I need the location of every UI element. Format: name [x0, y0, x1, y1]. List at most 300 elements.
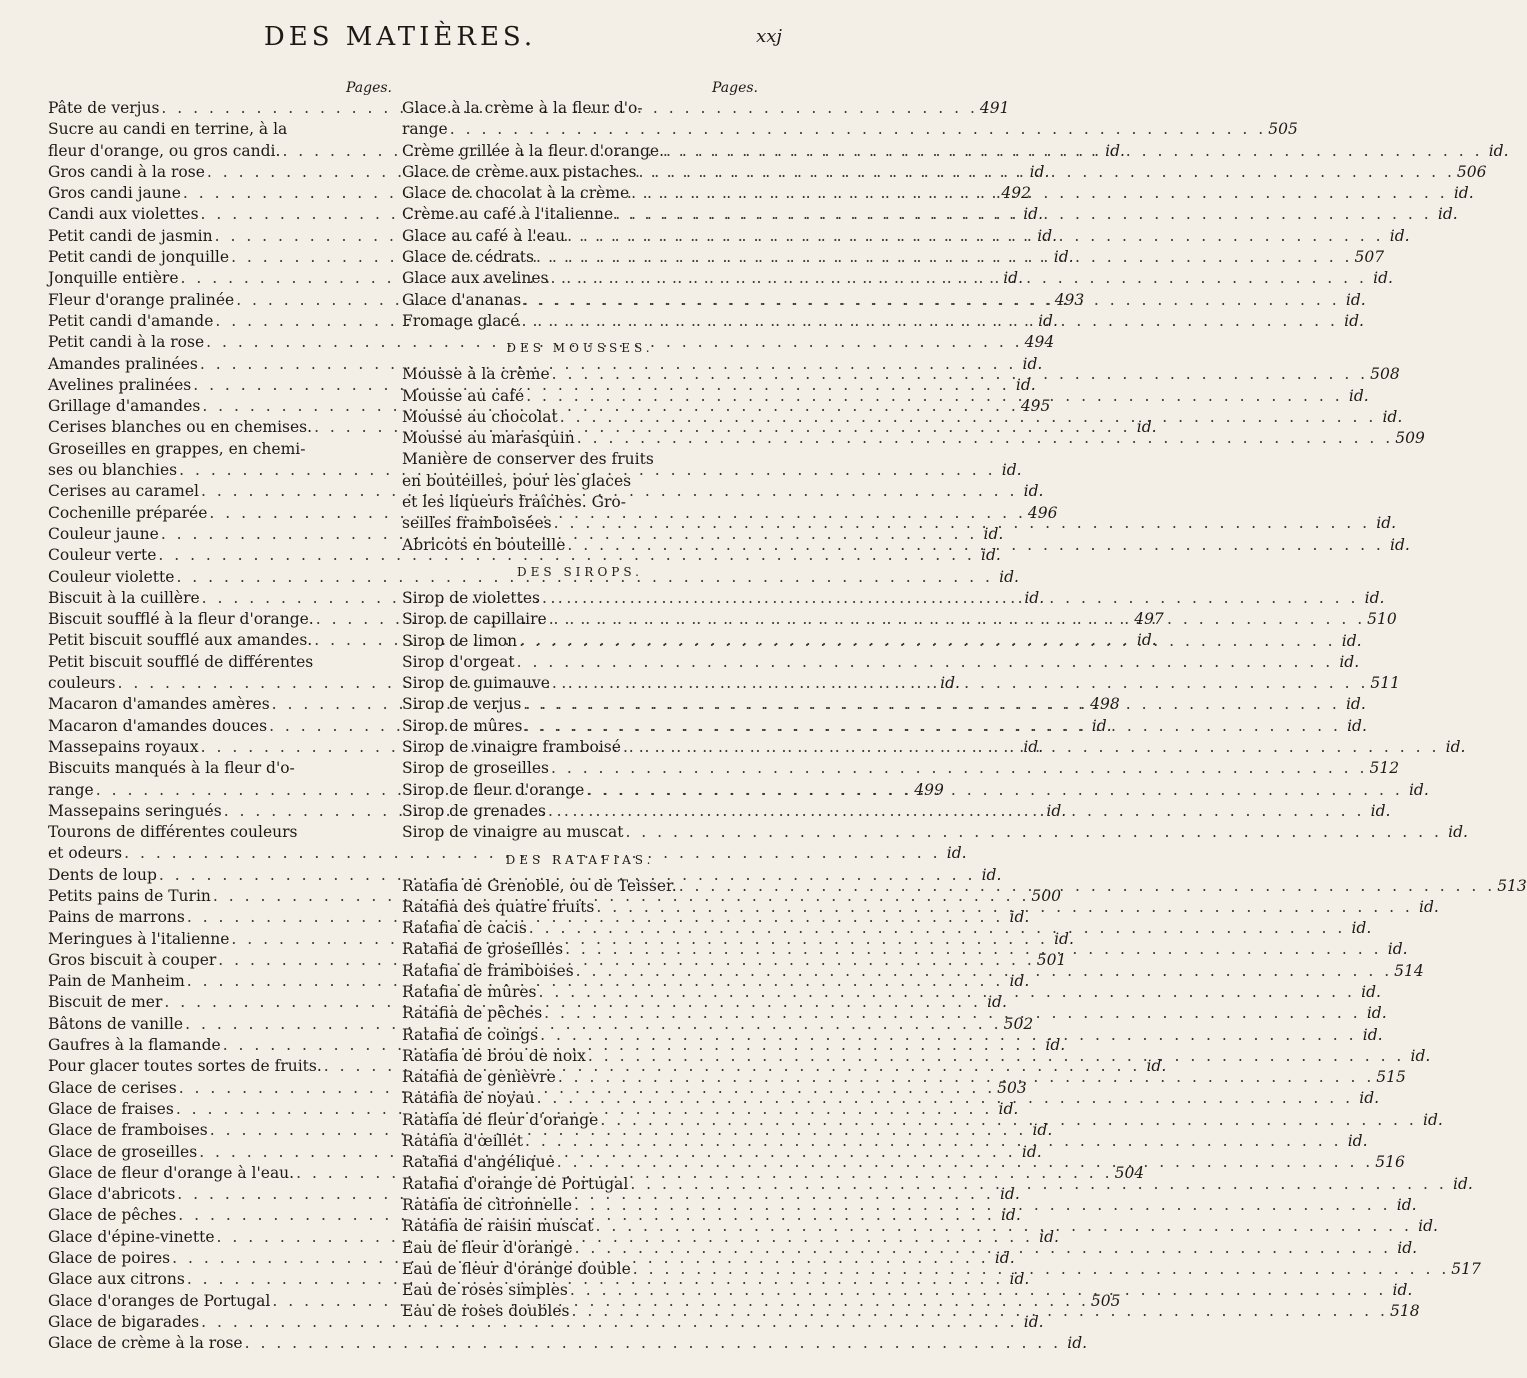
- dot-leader: [664, 141, 1484, 162]
- entry-title: Massepains seringués: [48, 801, 222, 820]
- dot-leader: [584, 780, 1404, 801]
- entry-page: 499: [914, 780, 944, 799]
- index-entry: [48, 992, 1007, 1013]
- entry-title: Glace de crème aux pistaches: [402, 162, 637, 181]
- entry-title: Couleur jaune: [48, 524, 159, 543]
- entry-title: Eau de fleur d'orange double: [402, 1259, 631, 1278]
- dot-leader: [523, 1131, 1343, 1152]
- entry-title: Glace de cerises: [48, 1078, 177, 1097]
- entry-page: id.: [946, 844, 967, 863]
- dot-leader: [549, 758, 1369, 779]
- entry-title: Gros candi à la rose: [48, 162, 205, 181]
- index-entry: [402, 918, 1372, 939]
- entry-page: 516: [1375, 1153, 1405, 1172]
- entry-title: Petits pains de Turin: [48, 886, 211, 905]
- entry-title: Ratafia de noyau: [402, 1089, 535, 1108]
- entry-title: Ratafia de raisin muscat: [402, 1217, 594, 1236]
- entry-title: Ratafia d'œillet: [402, 1132, 524, 1151]
- entry-page: id.: [998, 1099, 1019, 1118]
- entry-page: id.: [1361, 982, 1381, 1001]
- index-entry: [402, 407, 1403, 428]
- dot-leader: [540, 588, 1360, 609]
- page-number: xxj: [756, 26, 782, 47]
- entry-page: id.: [1054, 929, 1074, 948]
- entry-page: id.: [999, 1185, 1020, 1204]
- entry-title: Glace à la crème à la fleur d'o-: [402, 99, 643, 117]
- entry-page: id.: [1105, 141, 1125, 160]
- entry-title: Glace de pêches: [48, 1206, 177, 1225]
- entry-page: id.: [1053, 248, 1074, 267]
- dot-leader: [550, 673, 1370, 694]
- dot-leader: [558, 407, 1378, 428]
- index-entry: [402, 1238, 1418, 1259]
- entry-title: Dents de loup: [48, 865, 157, 884]
- entry-page: id.: [1009, 908, 1030, 927]
- entry-title: Glace de groseilles: [48, 1142, 198, 1161]
- entry-title: Ratafia d'angélique: [402, 1153, 555, 1172]
- entry-title: Glace aux citrons: [48, 1270, 185, 1289]
- entry-page: 508: [1370, 365, 1400, 384]
- dot-leader: [677, 876, 1497, 897]
- entry-title: Biscuits manqués à la fleur d'o-: [48, 759, 295, 778]
- pages-column-label: Pages.: [711, 80, 758, 96]
- entry-page: 500: [1031, 886, 1061, 905]
- dot-leader: [575, 428, 1395, 449]
- entry-page: id.: [1453, 184, 1474, 203]
- section-heading: DES SIROPS.: [517, 564, 643, 579]
- entry-page: id.: [999, 567, 1019, 586]
- index-entry: [402, 631, 1362, 652]
- entry-page: 491: [979, 99, 1010, 117]
- entry-page: id.: [1418, 1217, 1438, 1236]
- dot-leader: [574, 961, 1394, 982]
- entry-title: Ratafia de groseilles: [402, 940, 564, 959]
- entry-page: 509: [1395, 429, 1425, 448]
- entry-title: Glace de poires: [48, 1249, 171, 1268]
- entry-page: id.: [1390, 535, 1410, 554]
- dot-leader: [547, 609, 1367, 630]
- index-entry: [402, 897, 1439, 918]
- entry-title: Biscuit soufflé à la fleur d'orange.: [48, 610, 314, 629]
- entry-title: Ratafia de brou de noix: [402, 1046, 586, 1065]
- dot-leader: [629, 183, 1449, 204]
- entry-page: id.: [1045, 1036, 1066, 1055]
- entry-title: Glace de cédrats: [402, 248, 534, 267]
- entry-page: id.: [1389, 226, 1410, 245]
- entry-page: 494: [1024, 333, 1055, 352]
- entry-title: Biscuit de mer: [48, 993, 163, 1012]
- entry-page: id.: [1452, 1174, 1473, 1193]
- entry-title: Fleur d'orange pralinée: [48, 290, 235, 309]
- entry-page: id.: [1015, 375, 1036, 394]
- index-entry: [402, 449, 758, 470]
- entry-page: 506: [1456, 162, 1487, 181]
- dot-leader: [628, 1174, 1448, 1195]
- entry-title: et les liqueurs fraîches. Gro-: [402, 493, 626, 512]
- entry-title: Candi aux violettes: [48, 205, 199, 224]
- entry-page: id.: [1001, 461, 1022, 480]
- entry-title: Avelines pralinées: [48, 375, 192, 394]
- index-entry: [48, 758, 392, 779]
- dot-leader: [517, 631, 1337, 652]
- entry-page: id.: [1146, 1057, 1167, 1076]
- dot-leader: [613, 204, 1433, 225]
- dot-leader: [623, 822, 1443, 843]
- dot-leader: [448, 119, 1268, 140]
- dot-leader: [546, 801, 1366, 822]
- entry-title: Groseilles en grappes, en chemi-: [48, 439, 306, 458]
- index-entry: [402, 716, 1367, 737]
- entry-title: Gros candi jaune: [48, 184, 181, 203]
- entry-title: Pains de marrons: [48, 908, 185, 927]
- entry-page: 492: [1001, 184, 1031, 203]
- entry-title: Gaufres à la flamande: [48, 1036, 221, 1055]
- entry-title: Sirop de verjus: [402, 695, 522, 714]
- index-entry: [402, 652, 1360, 673]
- index-entry: [48, 822, 392, 843]
- entry-page: id.: [981, 546, 1001, 565]
- entry-title: Sirop d'orgeat: [402, 652, 515, 671]
- entry-page: id.: [1408, 780, 1429, 799]
- index-entry: [402, 226, 1410, 247]
- dot-leader: [552, 513, 1372, 534]
- entry-title: Couleur violette: [48, 567, 175, 586]
- entry-title: Pour glacer toutes sortes de fruits.: [48, 1057, 322, 1076]
- entry-title: Sirop de guimauve: [402, 674, 550, 693]
- index-entry: [48, 1056, 1167, 1077]
- index-entry: [48, 119, 392, 140]
- entry-page: 518: [1389, 1302, 1420, 1321]
- entry-title: Petit biscuit soufflé de différentes: [48, 652, 314, 671]
- entry-page: 507: [1354, 248, 1385, 267]
- dot-leader: [568, 1280, 1388, 1301]
- entry-title: Sirop de violettes: [402, 588, 540, 607]
- entry-page: id.: [1003, 269, 1023, 288]
- entry-title: Ratafia de cacis: [402, 919, 527, 938]
- entry-page: id.: [1392, 1281, 1413, 1300]
- entry-title: Sirop de mûres: [402, 716, 523, 735]
- entry-title: Glace de framboises: [48, 1121, 208, 1140]
- entry-page: id.: [1344, 311, 1364, 330]
- dot-leader: [521, 694, 1341, 715]
- index-entry: [402, 492, 758, 513]
- dot-leader: [243, 1333, 1063, 1354]
- entry-title: Glace d'abricots: [48, 1185, 176, 1204]
- entry-page: id.: [1362, 1025, 1383, 1044]
- entry-title: Ratafia de coings: [402, 1025, 539, 1044]
- entry-page: id.: [1348, 386, 1369, 405]
- entry-page: id.: [994, 1249, 1015, 1268]
- index-entry: [48, 1333, 1088, 1354]
- entry-page: id.: [1136, 418, 1157, 437]
- entry-title: Pâte de verjus: [48, 99, 160, 117]
- dot-leader: [636, 162, 1456, 183]
- entry-title: Ratafia de citronnelle: [402, 1195, 573, 1214]
- entry-title: Abricots en bouteille: [402, 535, 566, 554]
- entry-title: Glace aux avelines: [402, 269, 549, 288]
- entry-title: Cochenille préparée: [48, 503, 208, 522]
- entry-title: ses ou blanchies: [48, 461, 178, 480]
- entry-page: id.: [1387, 940, 1408, 959]
- index-entry: [402, 801, 1391, 822]
- entry-title: Glace d'oranges de Portugal: [48, 1291, 271, 1310]
- dot-leader: [550, 364, 1370, 385]
- entry-title: Ratafia des quatre fruits: [402, 897, 595, 916]
- entry-page: id.: [1488, 141, 1509, 160]
- index-entry: [402, 98, 758, 119]
- dot-leader: [555, 1152, 1375, 1173]
- entry-page: id.: [1345, 695, 1366, 714]
- entry-title: Amandes pralinées: [48, 354, 198, 373]
- index-entry: [402, 119, 1298, 140]
- index-entry: [402, 535, 1410, 556]
- index-entry: [402, 982, 1381, 1003]
- section-heading: DES MOUSSES.: [506, 341, 654, 356]
- entry-page: id.: [1419, 897, 1439, 916]
- entry-page: 497: [1134, 610, 1164, 629]
- entry-page: id.: [1038, 311, 1058, 330]
- entry-page: id.: [1039, 1227, 1059, 1246]
- entry-page: id.: [1373, 269, 1393, 288]
- index-entry: [48, 1205, 1021, 1226]
- entry-title: Glace de fleur d'orange à l'eau.: [48, 1163, 295, 1182]
- entry-title: Ratafia de genièvre: [402, 1068, 556, 1087]
- dot-leader: [519, 311, 1339, 332]
- entry-title: Macaron d'amandes douces: [48, 716, 268, 735]
- entry-page: 514: [1394, 961, 1424, 980]
- entry-page: 495: [1020, 397, 1051, 416]
- entry-title: Mousse au marasquin: [402, 429, 575, 448]
- entry-title: Biscuit à la cuillère: [48, 588, 200, 607]
- index-entry: [402, 758, 1400, 779]
- entry-page: 513: [1497, 876, 1527, 895]
- entry-title: couleurs: [48, 674, 116, 693]
- entry-page: id.: [1397, 1238, 1418, 1257]
- dot-leader: [536, 982, 1356, 1003]
- dot-leader: [556, 1067, 1376, 1088]
- entry-title: Fromage glacé: [402, 311, 520, 330]
- entry-title: Bâtons de vanille: [48, 1014, 184, 1033]
- dot-leader: [573, 1238, 1393, 1259]
- entry-page: 512: [1369, 759, 1400, 778]
- index-entry: [402, 204, 1458, 225]
- entry-title: Crème au café à l'italienne: [402, 205, 614, 224]
- entry-title: seilles framboisées: [402, 514, 552, 533]
- dot-leader: [593, 1216, 1413, 1237]
- entry-title: Sirop de groseilles: [402, 759, 549, 778]
- entry-page: id.: [1023, 205, 1044, 224]
- index-entry: [402, 1025, 1383, 1046]
- entry-page: id.: [1370, 801, 1391, 820]
- dot-leader: [572, 1195, 1392, 1216]
- entry-page: id.: [981, 865, 1002, 884]
- dot-leader: [515, 652, 1335, 673]
- entry-page: id.: [1341, 631, 1362, 650]
- entry-title: Tourons de différentes couleurs: [48, 823, 298, 842]
- entry-title: Ratafia de mûres: [402, 982, 537, 1001]
- entry-title: Manière de conserver des fruits: [402, 450, 654, 469]
- index-entry: [48, 1312, 1044, 1333]
- entry-page: id.: [940, 674, 960, 693]
- entry-title: Sirop de grenades: [402, 801, 546, 820]
- dot-leader: [594, 897, 1414, 918]
- entry-page: 502: [1003, 1014, 1034, 1033]
- dot-leader: [522, 716, 1342, 737]
- dot-leader: [563, 939, 1383, 960]
- index-entry: [402, 737, 1466, 758]
- entry-page: id.: [1009, 1270, 1030, 1289]
- entry-page: id.: [1448, 823, 1468, 842]
- entry-page: id.: [1347, 1132, 1368, 1151]
- running-head: [0, 22, 800, 62]
- entry-title: Petit candi d'amande: [48, 311, 214, 330]
- index-entry: [402, 1216, 1438, 1237]
- entry-title: Pain de Manheim: [48, 972, 185, 991]
- entry-page: 510: [1367, 610, 1397, 629]
- index-entry: [402, 822, 1468, 843]
- entry-title: Sirop de fleur d'orange: [402, 780, 585, 799]
- dot-leader: [527, 918, 1347, 939]
- entry-title: en bouteilles, pour les glaces: [402, 471, 632, 490]
- page-title: DES MATIÈRES.: [263, 22, 537, 52]
- entry-title: Ratafia d'orange de Portugal: [402, 1174, 629, 1193]
- index-entry: [48, 417, 1157, 438]
- index-entry: [48, 481, 1044, 502]
- dot-leader: [538, 1025, 1358, 1046]
- entry-page: id.: [987, 993, 1007, 1012]
- entry-page: 517: [1451, 1259, 1481, 1278]
- entry-title: Petit candi à la rose: [48, 333, 205, 352]
- entry-page: 504: [1114, 1163, 1145, 1182]
- section-heading: DES RATAFIAS.: [505, 852, 655, 867]
- dot-leader: [598, 1110, 1418, 1131]
- index-entry: [48, 907, 1030, 928]
- index-entry: [402, 1195, 1417, 1216]
- dot-leader: [534, 247, 1354, 268]
- entry-page: 498: [1090, 695, 1120, 714]
- entry-page: id.: [1347, 716, 1367, 735]
- entry-title: et odeurs: [48, 844, 123, 863]
- index-entry: [402, 268, 1393, 289]
- entry-page: id.: [1339, 652, 1360, 671]
- entry-page: id.: [1410, 1046, 1431, 1065]
- entry-title: range: [48, 780, 94, 799]
- entry-page: id.: [1445, 738, 1466, 757]
- entry-title: Petit candi de jonquille: [48, 248, 230, 267]
- index-entry: [402, 1110, 1443, 1131]
- index-entry: [402, 141, 1509, 162]
- entry-title: Glace de fraises: [48, 1099, 174, 1118]
- entry-page: 503: [997, 1078, 1027, 1097]
- entry-page: id.: [1396, 1195, 1417, 1214]
- dot-leader: [565, 535, 1385, 556]
- entry-page: id.: [1345, 290, 1366, 309]
- entry-title: Sirop de vinaigre framboisé: [402, 738, 621, 757]
- entry-page: 505: [1090, 1291, 1121, 1310]
- dot-leader: [569, 1301, 1389, 1322]
- entry-page: id.: [1021, 1142, 1042, 1161]
- entry-title: Glace de chocolat à la crème: [402, 184, 630, 203]
- entry-title: Jonquille entière: [48, 269, 179, 288]
- entry-title: Cerises blanches ou en chemises.: [48, 418, 313, 437]
- entry-page: id.: [1022, 354, 1043, 373]
- pages-column-label: Pages.: [345, 80, 392, 96]
- dot-leader: [621, 737, 1441, 758]
- entry-title: Sirop de vinaigre au muscat: [402, 823, 624, 842]
- entry-title: range: [402, 120, 448, 139]
- index-entry: [402, 428, 1425, 449]
- index-entry: [402, 1174, 1473, 1195]
- dot-leader: [535, 1088, 1355, 1109]
- dot-leader: [586, 1046, 1406, 1067]
- entry-title: Sucre au candi en terrine, à la: [48, 120, 288, 139]
- entry-title: Eau de fleur d'orange: [402, 1238, 573, 1257]
- index-entry: [402, 1131, 1368, 1152]
- entry-title: Sirop de limon: [402, 631, 518, 650]
- entry-page: 501: [1036, 950, 1067, 969]
- entry-page: id.: [1382, 407, 1403, 426]
- entry-title: Ratafia de fleur d'orange: [402, 1110, 599, 1129]
- entry-page: id.: [1437, 205, 1458, 224]
- entry-title: Glace au café à l'eau: [402, 226, 566, 245]
- dot-leader: [548, 268, 1368, 289]
- index-entry: [402, 588, 1385, 609]
- entry-page: id.: [1023, 737, 1044, 756]
- dot-leader: [631, 1259, 1451, 1280]
- entry-title: fleur d'orange, ou gros candi.: [48, 141, 281, 160]
- entry-page: id.: [1366, 1004, 1387, 1023]
- index-entry: [48, 1120, 1053, 1141]
- entry-page: id.: [1009, 972, 1030, 991]
- entry-title: Gros biscuit à couper: [48, 950, 217, 969]
- entry-page: id.: [1091, 716, 1112, 735]
- entry-title: Meringues à l'italienne: [48, 929, 230, 948]
- index-entry: [402, 1046, 1431, 1067]
- dot-leader: [542, 1003, 1362, 1024]
- index-entry: [48, 1269, 1030, 1290]
- entry-page: id.: [1023, 1312, 1044, 1331]
- entry-title: Eau de roses simples: [402, 1281, 568, 1300]
- entry-title: Mousse au chocolat: [402, 407, 558, 426]
- entry-title: Eau de roses doubles: [402, 1302, 570, 1321]
- entry-title: Sirop de capillaire: [402, 610, 547, 629]
- entry-title: Massepains royaux: [48, 737, 199, 756]
- entry-title: Ratafia de pêches: [402, 1004, 543, 1023]
- entry-page: id.: [1359, 1089, 1380, 1108]
- entry-title: Mousse à la crème: [402, 365, 550, 384]
- index-entry: [402, 471, 758, 492]
- entry-page: id.: [1023, 482, 1044, 501]
- entry-page: id.: [1000, 1206, 1021, 1225]
- entry-page: id.: [1029, 162, 1050, 181]
- entry-page: 496: [1027, 503, 1058, 522]
- entry-title: Glace d'ananas: [402, 290, 522, 309]
- entry-page: id.: [1067, 1334, 1088, 1353]
- index-entry: [48, 439, 392, 460]
- entry-title: Petit candi de jasmin: [48, 226, 213, 245]
- entry-page: id.: [1046, 801, 1067, 820]
- index-entry: [48, 652, 392, 673]
- entry-title: Mousse au café: [402, 386, 525, 405]
- entry-page: id.: [1024, 588, 1045, 607]
- entry-title: Crème grillée à la fleur d'orange.: [402, 141, 665, 160]
- entry-title: Cerises au caramel: [48, 482, 199, 501]
- index-entry: [48, 545, 1001, 566]
- entry-page: id.: [1376, 514, 1397, 533]
- entry-page: 505: [1268, 120, 1298, 139]
- entry-page: id.: [1364, 588, 1385, 607]
- index-entry: [402, 311, 1364, 332]
